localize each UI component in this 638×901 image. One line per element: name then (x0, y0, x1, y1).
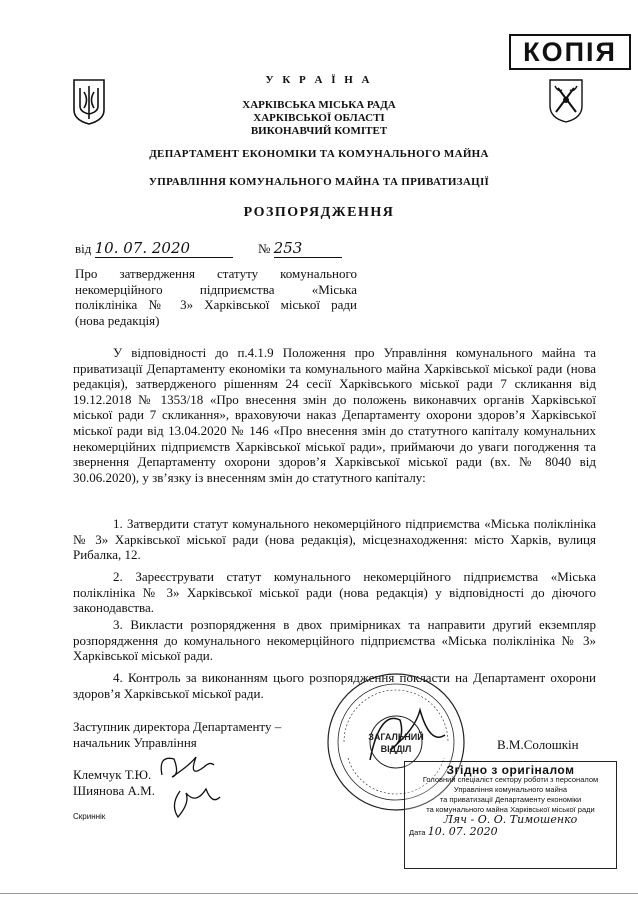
date-prefix: від (75, 241, 92, 256)
certification-date-label: Дата (409, 828, 426, 837)
document-date (75, 239, 233, 258)
round-stamp-center-1: ЗАГАЛЬНИЙ (368, 732, 424, 742)
unit-heading: УПРАВЛІННЯ КОМУНАЛЬНОГО МАЙНА ТА ПРИВАТИЗАЦІЇ (148, 176, 490, 188)
council-line-3: ВИКОНАВЧИЙ КОМІТЕТ (250, 125, 388, 137)
council-line-2: ХАРКІВСЬКОЇ ОБЛАСТІ (253, 112, 385, 124)
round-stamp-center-2: ВІДДІЛ (380, 744, 412, 754)
document-subject (75, 266, 357, 328)
signer-position-line-2: начальник Управління (73, 734, 197, 750)
subject-line-2: некомерційного підприємства «Міська (75, 281, 357, 297)
certification-line-3: та приватизації Департаменту економіки (439, 795, 582, 804)
certification-stamp (404, 761, 617, 869)
council-line-1: ХАРКІВСЬКА МІСЬКА РАДА (242, 99, 396, 111)
order-item-2: 2. Зареєструвати статут комунального некомерційного підприємства «Міська поліклініка № 3» Харківської міської ради (нова редакція) у відповідності до діючого законодавства. (73, 569, 596, 616)
executor-2: Шиянова А.М. (73, 782, 155, 798)
certification-title: Згідно з оригіналом (446, 763, 575, 777)
subject-line-1: Про затвердження статуту комунального (75, 266, 357, 281)
certification-line-2: Управління комунального майна (453, 785, 568, 794)
copy-stamp: КОПІЯ (509, 34, 631, 70)
signer-position-line-1: Заступник директора Департаменту – (73, 719, 282, 734)
order-item-4: 4. Контроль за виконанням цього розпорядження покласти на Департамент охорони здоров’я Харківської міської ради. (73, 670, 596, 701)
document-number (258, 239, 342, 258)
page-bottom-edge (0, 893, 638, 894)
executor-signature (150, 745, 230, 825)
executor-1: Клемчук Т.Ю. (73, 767, 152, 782)
council-heading (0, 99, 638, 138)
subject-line-4: (нова редакція) (75, 312, 160, 328)
department-heading: ДЕПАРТАМЕНТ ЕКОНОМІКИ ТА КОМУНАЛЬНОГО МАЙНА (149, 148, 489, 160)
signer-name: В.М.Солошкін (497, 737, 579, 752)
subject-line-3: поліклініка № 3» Харківської міської ради (75, 297, 357, 312)
certification-line-4: та комунального майна Харківської міської ради (426, 805, 595, 814)
certification-date-value: 10. 07. 2020 (427, 825, 498, 838)
certification-line-1: Головний спеціаліст сектору роботи з персоналом (422, 775, 599, 784)
certification-signer: Ляч - О. О. Тимошенко (443, 813, 578, 826)
document-type-title: РОЗПОРЯДЖЕННЯ (243, 205, 395, 220)
certification-date (405, 827, 616, 838)
date-value: 10. 07. 2020 (94, 239, 191, 257)
order-item-3: 3. Викласти розпорядження в двох примірниках та направити другий екземпляр розпорядження до комунального некомерційного підприємства «Міська поліклініка № 3» Харківської міської ради. (73, 617, 596, 664)
recipient-note: Скриннік (73, 812, 106, 821)
number-value: 253 (273, 239, 303, 257)
order-item-1: 1. Затвердити статут комунального некомерційного підприємства «Міська поліклініка № 3» Харківської міської ради (нова редакція), місцезнаходження: місто Харків, вулиця Рибалка, 12. (73, 516, 596, 563)
number-prefix: № (258, 241, 271, 256)
executors-list (73, 767, 155, 798)
preamble-paragraph: У відповідності до п.4.1.9 Положення про Управління комунального майна та приватизації Департаменту економіки та комунального майна Харківської міської ради (нова редакція), затвердженого рішенням 24 сесії Харківського міської ради 7 скликання від 19.12.2018 № 1353/18 «Про внесення змін до положень виконавчих органів Харківської міської ради 7 скликання», враховуючи наказ Департаменту охорони здоров’я Харківської міської ради від 13.04.2020 № 146 «Про внесення змін до статутного капіталу комунальних некомерційних підприємств Харківської міської ради», приймаючи до уваги погодження та звернення Департаменту охорони здоров’я Харківської міської ради (вх. № 8040 від 30.06.2020), у зв’язку із внесенням змін до статутного капіталу: (73, 345, 596, 485)
country-heading: У К Р А Ї Н А (265, 74, 373, 86)
